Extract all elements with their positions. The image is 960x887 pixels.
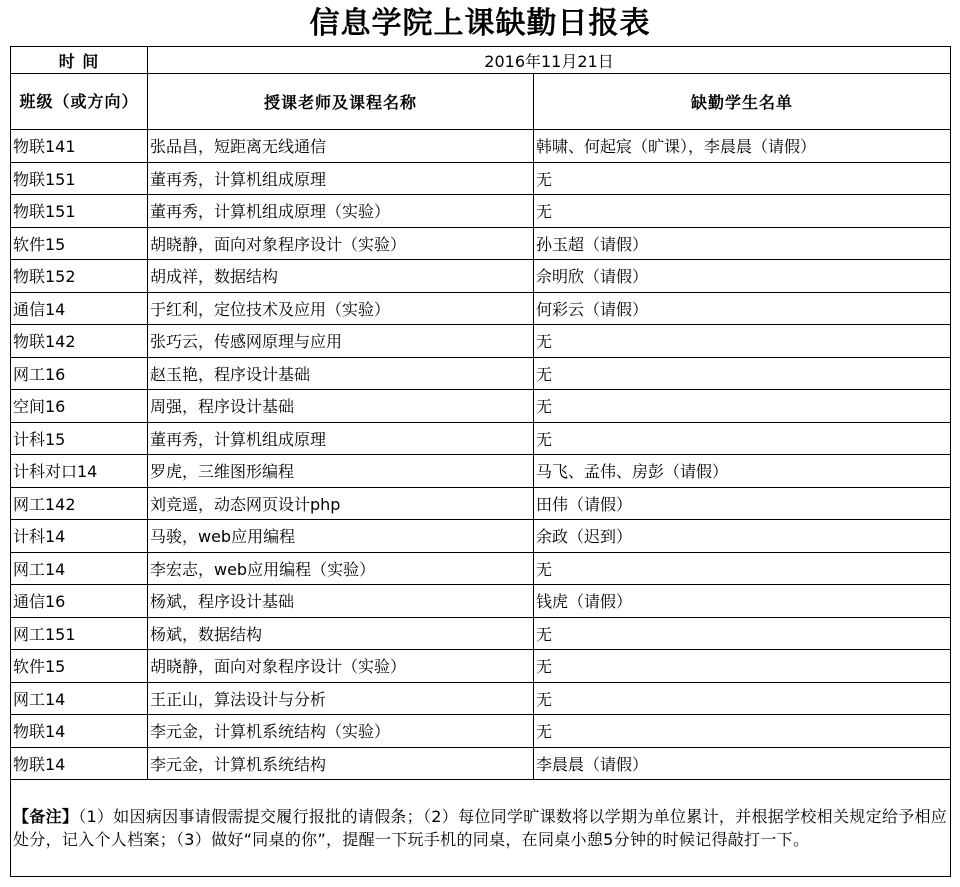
- cell-class: 空间16: [11, 390, 148, 423]
- cell-teacher-course: 董再秀，计算机组成原理: [148, 422, 534, 455]
- cell-absent: 无: [534, 650, 951, 683]
- cell-absent: 无: [534, 357, 951, 390]
- cell-teacher-course: 胡晓静，面向对象程序设计（实验）: [148, 227, 534, 260]
- note-cell: [11, 780, 951, 877]
- cell-teacher-course: 李宏志，web应用编程（实验）: [148, 552, 534, 585]
- cell-teacher-course: 杨斌，程序设计基础: [148, 585, 534, 618]
- table-row: [11, 195, 951, 228]
- cell-class: 物联141: [11, 130, 148, 163]
- cell-absent: 马飞、孟伟、房彭（请假）: [534, 455, 951, 488]
- table-row: [11, 585, 951, 618]
- cell-absent: 韩啸、何起宸（旷课），李晨晨（请假）: [534, 130, 951, 163]
- cell-teacher-course: 王正山，算法设计与分析: [148, 682, 534, 715]
- cell-class: 物联151: [11, 162, 148, 195]
- cell-teacher-course: 周强，程序设计基础: [148, 390, 534, 423]
- cell-teacher-course: 李元金，计算机系统结构: [148, 747, 534, 780]
- cell-absent: 无: [534, 552, 951, 585]
- cell-absent: 无: [534, 325, 951, 358]
- table-row: [11, 747, 951, 780]
- table-row: [11, 650, 951, 683]
- cell-absent: 李晨晨（请假）: [534, 747, 951, 780]
- note-text: （1）如因病因事请假需提交履行报批的请假条；（2）每位同学旷课数将以学期为单位累计，并根据学校相关规定给予相应处分，记入个人档案；（3）做好“同桌的你”，提醒一下玩手机的同桌，在同桌小憩5分钟的时候记得敲打一下。: [13, 807, 948, 849]
- cell-class: 网工14: [11, 552, 148, 585]
- cell-absent: 无: [534, 390, 951, 423]
- table-row: [11, 617, 951, 650]
- table-row: [11, 422, 951, 455]
- cell-class: 网工151: [11, 617, 148, 650]
- cell-class: 网工14: [11, 682, 148, 715]
- cell-class: 计科14: [11, 520, 148, 553]
- page-title: 信息学院上课缺勤日报表: [309, 6, 651, 41]
- column-header-row: [11, 74, 951, 130]
- table-row: [11, 487, 951, 520]
- cell-class: 网工16: [11, 357, 148, 390]
- cell-teacher-course: 赵玉艳，程序设计基础: [148, 357, 534, 390]
- time-row: [11, 47, 951, 74]
- cell-absent: 无: [534, 617, 951, 650]
- cell-absent: 孙玉超（请假）: [534, 227, 951, 260]
- cell-teacher-course: 张巧云，传感网原理与应用: [148, 325, 534, 358]
- report-date: 2016年11月21日: [148, 47, 951, 74]
- column-header-teacher-course: 授课老师及课程名称: [148, 74, 534, 130]
- cell-teacher-course: 胡晓静，面向对象程序设计（实验）: [148, 650, 534, 683]
- table-row: [11, 357, 951, 390]
- cell-class: 物联14: [11, 715, 148, 748]
- table-row: [11, 390, 951, 423]
- cell-teacher-course: 罗虎，三维图形编程: [148, 455, 534, 488]
- cell-class: 软件15: [11, 650, 148, 683]
- cell-class: 计科对口14: [11, 455, 148, 488]
- cell-teacher-course: 马骏，web应用编程: [148, 520, 534, 553]
- cell-absent: 余政（迟到）: [534, 520, 951, 553]
- table-row: [11, 260, 951, 293]
- cell-absent: 田伟（请假）: [534, 487, 951, 520]
- cell-absent: 佘明欣（请假）: [534, 260, 951, 293]
- table-row: [11, 520, 951, 553]
- cell-class: 网工142: [11, 487, 148, 520]
- cell-teacher-course: 胡成祥，数据结构: [148, 260, 534, 293]
- table-row: [11, 162, 951, 195]
- note-label: 【备注】: [13, 807, 79, 826]
- column-header-class: 班级（或方向）: [11, 74, 148, 130]
- cell-absent: 无: [534, 715, 951, 748]
- table-row: [11, 715, 951, 748]
- cell-absent: 无: [534, 682, 951, 715]
- time-label: 时 间: [11, 47, 148, 74]
- table-row: [11, 130, 951, 163]
- cell-absent: 钱虎（请假）: [534, 585, 951, 618]
- cell-teacher-course: 李元金，计算机系统结构（实验）: [148, 715, 534, 748]
- cell-teacher-course: 董再秀，计算机组成原理: [148, 162, 534, 195]
- cell-absent: 无: [534, 422, 951, 455]
- table-row: [11, 292, 951, 325]
- cell-class: 计科15: [11, 422, 148, 455]
- table-row: [11, 325, 951, 358]
- cell-absent: 无: [534, 162, 951, 195]
- table-row: [11, 682, 951, 715]
- cell-teacher-course: 董再秀，计算机组成原理（实验）: [148, 195, 534, 228]
- cell-class: 软件15: [11, 227, 148, 260]
- table-row: [11, 455, 951, 488]
- cell-teacher-course: 于红利，定位技术及应用（实验）: [148, 292, 534, 325]
- cell-teacher-course: 张品昌，短距离无线通信: [148, 130, 534, 163]
- table-row: [11, 227, 951, 260]
- note-row: [11, 780, 951, 877]
- cell-class: 物联14: [11, 747, 148, 780]
- cell-absent: 无: [534, 195, 951, 228]
- absence-table: [10, 46, 951, 877]
- cell-class: 物联142: [11, 325, 148, 358]
- cell-class: 通信14: [11, 292, 148, 325]
- column-header-absent: 缺勤学生名单: [534, 74, 951, 130]
- cell-class: 物联152: [11, 260, 148, 293]
- cell-class: 物联151: [11, 195, 148, 228]
- table-row: [11, 552, 951, 585]
- cell-absent: 何彩云（请假）: [534, 292, 951, 325]
- cell-class: 通信16: [11, 585, 148, 618]
- cell-teacher-course: 杨斌，数据结构: [148, 617, 534, 650]
- cell-teacher-course: 刘竞遥，动态网页设计php: [148, 487, 534, 520]
